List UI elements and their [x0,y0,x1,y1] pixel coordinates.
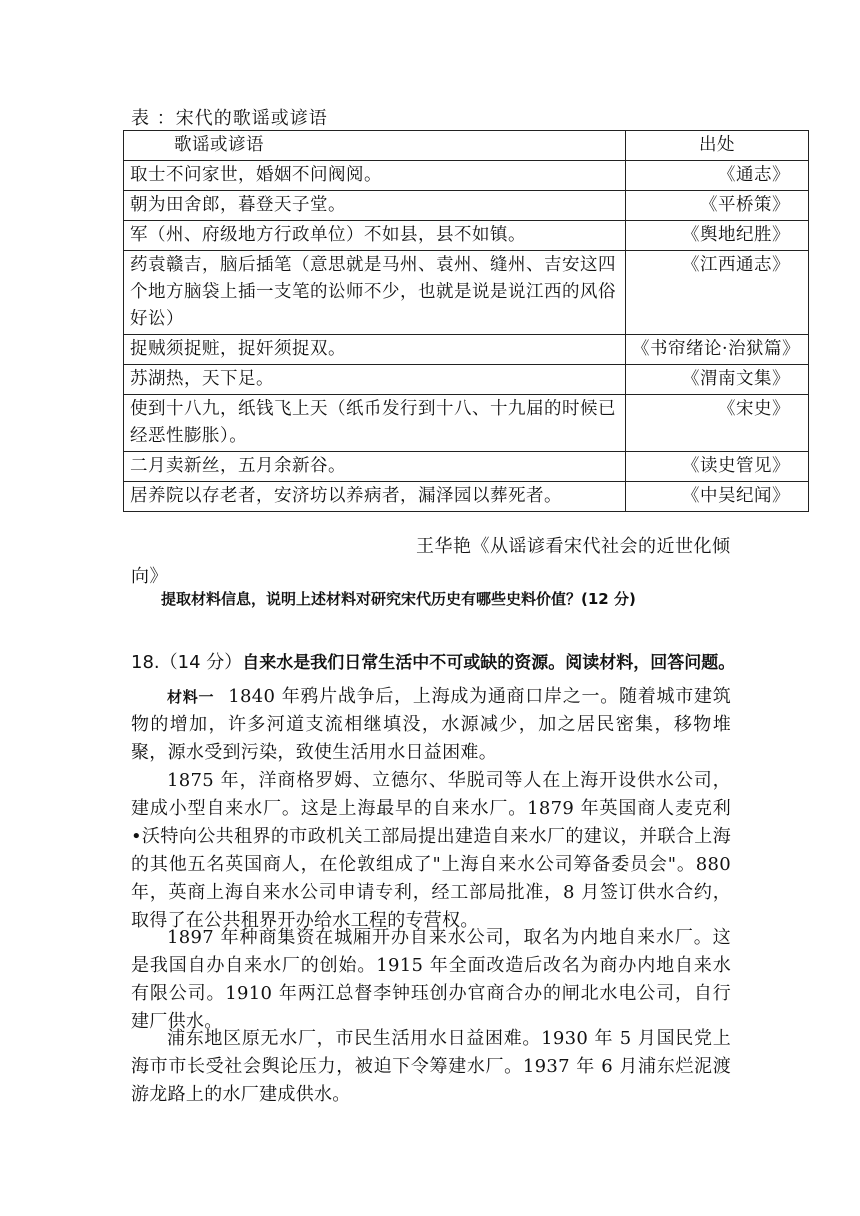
table-row [124,335,809,365]
table-row [124,251,809,335]
source-cell: 《渭南文集》 [626,365,809,395]
saying-cell: 使到十八九，纸钱飞上天（纸币发行到十八、十九届的时候已经恶性膨胀）。 [124,395,626,452]
source-credit: 王华艳《从谣谚看宋代社会的近世化倾向》 [131,536,731,587]
material-paragraph: 1897 年种商集资在城厢开办自来水公司，取名为内地自来水厂。这是我国自办自来水厂的创始。1915 年全面改造后改名为商办内地自来水有限公司。1910 年两江总督李钟珏创办官商合办的闸北水电公司，自行建厂供水。 [131,927,731,1032]
source-cell: 《读史管见》 [626,452,809,482]
question-17-prompt: 提取材料信息，说明上述材料对研究宋代历史有哪些史料价值？(12 分) [161,590,636,608]
paragraph-text: 1840 年鸦片战争后，上海成为通商口岸之一。随着城市建筑物的增加，许多河道支流相继填没，水源减少，加之居民密集，移物堆聚，源水受到污染，致使生活用水日益困难。 [131,686,731,763]
table-row [124,452,809,482]
saying-cell: 军（州、府级地方行政单位）不如县，县不如镇。 [124,221,626,251]
source-cell: 《通志》 [626,161,809,191]
table-row [124,482,809,512]
question-18-heading [131,648,735,674]
source-cell: 《书帘绪论·治狱篇》 [626,335,809,365]
source-cell: 《宋史》 [626,395,809,452]
source-cell: 《平桥策》 [626,191,809,221]
table-row [124,221,809,251]
column-header-saying: 歌谣或谚语 [124,131,626,161]
column-header-source: 出处 [626,131,809,161]
material-paragraph: 浦东地区原无水厂，市民生活用水日益困难。1930 年 5 月国民党上海市市长受社会舆论压力，被迫下令筹建水厂。1937 年 6 月浦东烂泥渡游龙路上的水厂建成供水。 [131,1028,731,1105]
saying-cell: 朝为田舍郎，暮登天子堂。 [124,191,626,221]
table-row [124,161,809,191]
source-cell: 《舆地纪胜》 [626,221,809,251]
saying-cell: 取士不问家世，婚姻不问阀阅。 [124,161,626,191]
material-label: 材料一 [167,688,215,706]
question-18-number: 18.（14 分） [131,652,243,673]
saying-cell: 二月卖新丝，五月余新谷。 [124,452,626,482]
material-paragraph [131,683,731,767]
material-paragraph: 1875 年，洋商格罗姆、立德尔、华脱司等人在上海开设供水公司，建成小型自来水厂。这是上海最早的自来水厂。1879 年英国商人麦克利 •沃特向公共租界的市政机关工部局提出建造自来水厂的建议，并联合上海的其他五名英国商人，在伦敦组成了"上海自来水公司筹备委员会"。880 年，英商上海自来水公司申请专利，经工部局批准，8 月签订供水合约，取得了在公共租界开办给水工程的专营权。 [131,770,731,931]
source-cell: 《中吴纪闻》 [626,482,809,512]
table-row [124,191,809,221]
source-cell: 《江西通志》 [626,251,809,335]
table-caption: 表 ：宋代的歌谣或谚语 [131,108,328,129]
saying-cell: 居养院以存老者，安济坊以养病者，漏泽园以葬死者。 [124,482,626,512]
saying-cell: 药袁赣吉，脑后插笔（意思就是马州、袁州、缝州、吉安这四个地方脑袋上插一支笔的讼师不少，也就是说是说江西的风俗好讼） [124,251,626,335]
question-18-stem: 自来水是我们日常生活中不可或缺的资源。阅读材料，回答问题。 [242,653,736,673]
table-row [124,395,809,452]
saying-cell: 苏湖热，天下足。 [124,365,626,395]
sayings-table [123,130,809,512]
saying-cell: 捉贼须捉赃，捉奸须捉双。 [124,335,626,365]
table-row [124,365,809,395]
table-header-row [124,131,809,161]
